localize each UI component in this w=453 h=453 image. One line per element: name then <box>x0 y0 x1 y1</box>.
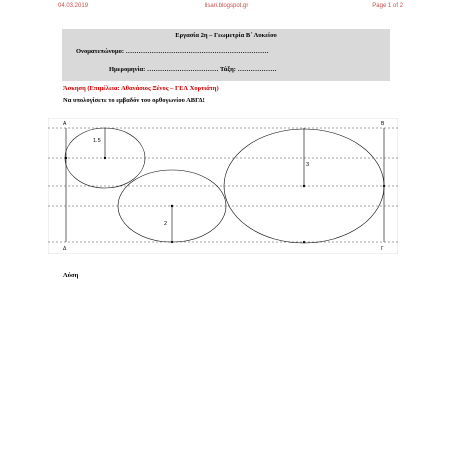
small-circle-center <box>104 157 106 159</box>
tangent-point-right <box>383 185 385 187</box>
rectangle-circles-figure <box>48 118 398 254</box>
vertex-label-g: Γ <box>381 246 384 252</box>
large-circle-center <box>303 185 305 187</box>
header-date: 04.03.2019 <box>58 3 89 9</box>
header-site: lisari.blogspot.gr <box>204 3 249 9</box>
middle-circle-center <box>171 205 173 207</box>
date-class-field: Ημερομηνία: …………………………… Τάξη: ……………… <box>109 66 277 73</box>
tangent-point-left <box>65 157 67 159</box>
tangent-point-bottom <box>303 241 305 243</box>
vertex-label-d: Δ <box>63 246 67 252</box>
vertex-label-b: Β <box>381 121 385 127</box>
solution-label: Λύση <box>63 272 79 279</box>
exercise-heading: Άσκηση (Επιμέλεια: Αθανάσιος Ξένος – ΓΕΛ Χορτιάτη) <box>63 85 219 92</box>
small-circle-label: 1.5 <box>93 138 101 144</box>
student-info-box <box>62 29 390 81</box>
tangent-point-middle <box>171 241 173 243</box>
exercise-prompt: Να υπολογίσετε το εμβαδόν του ορθογωνίου ΑΒΓΔ! <box>63 97 205 104</box>
name-field: Ονοματεπώνυμο: ………………………………………………………… <box>76 48 269 55</box>
header-page-number: Page 1 of 2 <box>372 3 403 9</box>
vertex-label-a: Α <box>63 121 67 127</box>
page-header <box>30 2 423 12</box>
middle-circle-label: 2 <box>164 221 168 227</box>
large-circle-label: 3 <box>306 162 310 168</box>
worksheet-title: Εργασία 2η – Γεωμετρία Β΄ Λυκείου <box>175 32 277 39</box>
